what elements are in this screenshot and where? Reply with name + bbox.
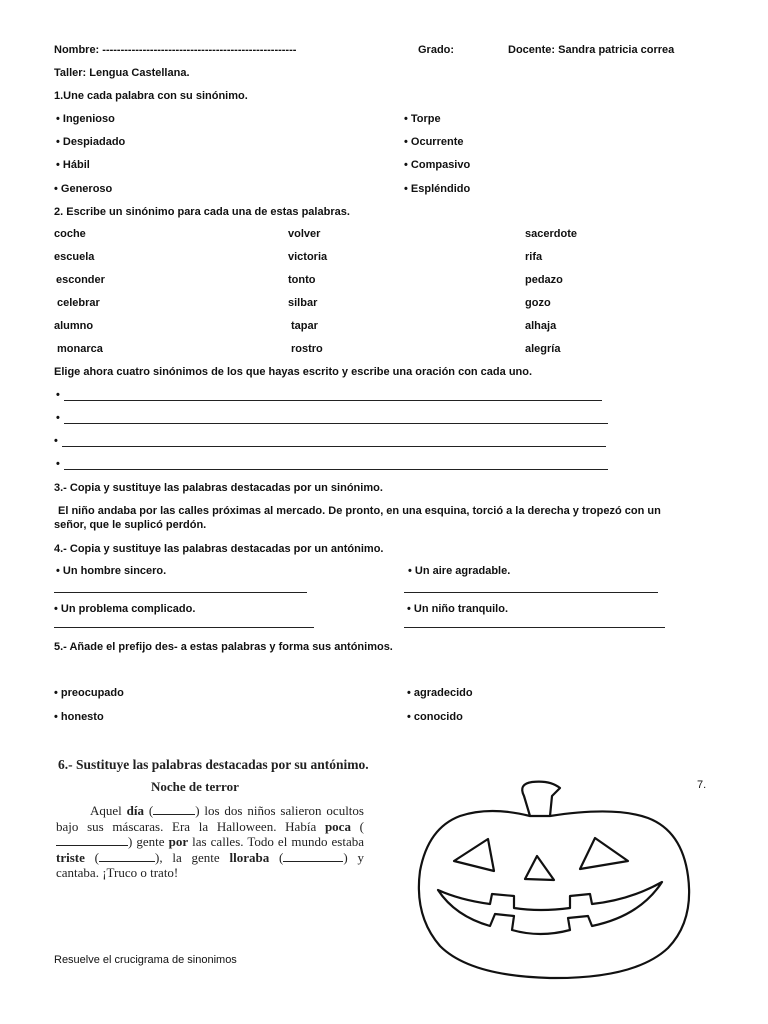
name-label: Nombre: ----------------------------------------------------- bbox=[54, 44, 297, 56]
pumpkin-stem bbox=[522, 782, 560, 816]
sentence-bullet: • bbox=[54, 435, 58, 447]
ex4-answer-line[interactable] bbox=[54, 627, 314, 628]
ex4-item: • Un problema complicado. bbox=[54, 603, 196, 615]
ex4-item: • Un aire agradable. bbox=[408, 565, 511, 577]
ex2-word: celebrar bbox=[57, 297, 100, 309]
pumpkin-mouth bbox=[438, 882, 662, 934]
ex5-item: • conocido bbox=[407, 711, 463, 723]
ex1-left-item: • Ingenioso bbox=[56, 113, 115, 125]
ex5-item: • honesto bbox=[54, 711, 104, 723]
story-blank[interactable] bbox=[56, 834, 128, 846]
story-title: Noche de terror bbox=[151, 779, 239, 794]
story-blank[interactable] bbox=[99, 850, 155, 862]
ex5-item: • preocupado bbox=[54, 687, 124, 699]
ex1-left-item: • Generoso bbox=[54, 183, 113, 195]
sentence-bullet: • bbox=[56, 389, 60, 401]
grade-label: Grado: bbox=[418, 44, 455, 56]
ex2-word: silbar bbox=[288, 297, 318, 309]
ex4-answer-line[interactable] bbox=[404, 627, 665, 628]
ex2-word: tapar bbox=[291, 320, 318, 332]
ex2-word: volver bbox=[288, 228, 321, 240]
sentence-line[interactable] bbox=[64, 469, 608, 470]
pumpkin-drawing bbox=[410, 776, 700, 986]
crossword-instruction: Resuelve el crucigrama de sinonimos bbox=[54, 954, 237, 966]
ex1-right-item: • Compasivo bbox=[404, 159, 471, 171]
ex5-item: • agradecido bbox=[407, 687, 473, 699]
ex2-word: alegría bbox=[525, 343, 561, 355]
ex2-word: esconder bbox=[56, 274, 105, 286]
ex5-title: 5.- Añade el prefijo des- a estas palabras y forma sus antónimos. bbox=[54, 641, 393, 653]
ex2-word: alumno bbox=[54, 320, 94, 332]
ex1-right-item: • Torpe bbox=[404, 113, 441, 125]
ex3-paragraph-line2: señor, que le suplicó perdón. bbox=[54, 519, 207, 531]
ex2-word: alhaja bbox=[525, 320, 557, 332]
ex1-right-item: • Espléndido bbox=[404, 183, 471, 195]
sentence-line[interactable] bbox=[64, 400, 602, 401]
story-blank[interactable] bbox=[153, 803, 195, 815]
sentence-bullet: • bbox=[56, 458, 60, 470]
ex7-number: 7. bbox=[697, 779, 707, 791]
ex2-word: pedazo bbox=[525, 274, 563, 286]
pumpkin-left-eye bbox=[454, 839, 494, 871]
ex1-title: 1.Une cada palabra con su sinónimo. bbox=[54, 90, 248, 102]
ex4-answer-line[interactable] bbox=[404, 592, 658, 593]
story-highlight: día bbox=[126, 803, 144, 818]
story-text: Aquel día ( ) los dos niños salieron ocultos bajo sus máscaras. Era la Halloween. Había poca () gente por las calles. Todo el mundo estaba triste ( ), la gente lloraba ( ) y cantaba. ¡Truco o trato! bbox=[56, 803, 365, 880]
sentence-bullet: • bbox=[56, 412, 60, 424]
ex2-word: victoria bbox=[288, 251, 328, 263]
ex3-title: 3.- Copia y sustituye las palabras destacadas por un sinónimo. bbox=[54, 482, 383, 494]
ex2-word: coche bbox=[54, 228, 86, 240]
pumpkin-body bbox=[419, 811, 689, 978]
ex4-item: • Un niño tranquilo. bbox=[407, 603, 509, 615]
ex2-word: monarca bbox=[57, 343, 103, 355]
ex2-word: escuela bbox=[54, 251, 95, 263]
ex2-word: gozo bbox=[525, 297, 551, 309]
ex2-word: sacerdote bbox=[525, 228, 577, 240]
ex2-title: 2. Escribe un sinónimo para cada una de estas palabras. bbox=[54, 206, 350, 218]
story-blank[interactable] bbox=[283, 850, 343, 862]
ex2-word: rifa bbox=[525, 251, 543, 263]
story-highlight: poca bbox=[324, 818, 351, 834]
ex4-answer-line[interactable] bbox=[54, 592, 307, 593]
ex1-right-item: • Ocurrente bbox=[404, 136, 464, 148]
story-highlight: lloraba bbox=[229, 849, 270, 865]
ex1-left-item: • Hábil bbox=[56, 159, 90, 171]
teacher-label: Docente: Sandra patricia correa bbox=[508, 44, 675, 56]
ex6-title: 6.- Sustituye las palabras destacadas por su antónimo. bbox=[58, 757, 369, 772]
pumpkin-nose bbox=[525, 856, 554, 880]
sentence-line[interactable] bbox=[62, 446, 606, 447]
pumpkin-right-eye bbox=[580, 838, 628, 869]
ex4-title: 4.- Copia y sustituye las palabras destacadas por un antónimo. bbox=[54, 543, 384, 555]
story-highlight: triste bbox=[56, 849, 85, 865]
story-highlight: por bbox=[168, 834, 189, 849]
ex2-instruction: Elige ahora cuatro sinónimos de los que hayas escrito y escribe una oración con cada uno. bbox=[54, 366, 533, 378]
workshop-title: Taller: Lengua Castellana. bbox=[54, 67, 190, 79]
ex1-left-item: • Despiadado bbox=[56, 136, 126, 148]
sentence-line[interactable] bbox=[64, 423, 608, 424]
ex4-item: • Un hombre sincero. bbox=[56, 565, 167, 577]
ex2-word: tonto bbox=[288, 274, 316, 286]
ex2-word: rostro bbox=[291, 343, 323, 355]
ex3-paragraph-line1: El niño andaba por las calles próximas al mercado. De pronto, en una esquina, torció a la derecha y tropezó con un bbox=[58, 505, 661, 517]
